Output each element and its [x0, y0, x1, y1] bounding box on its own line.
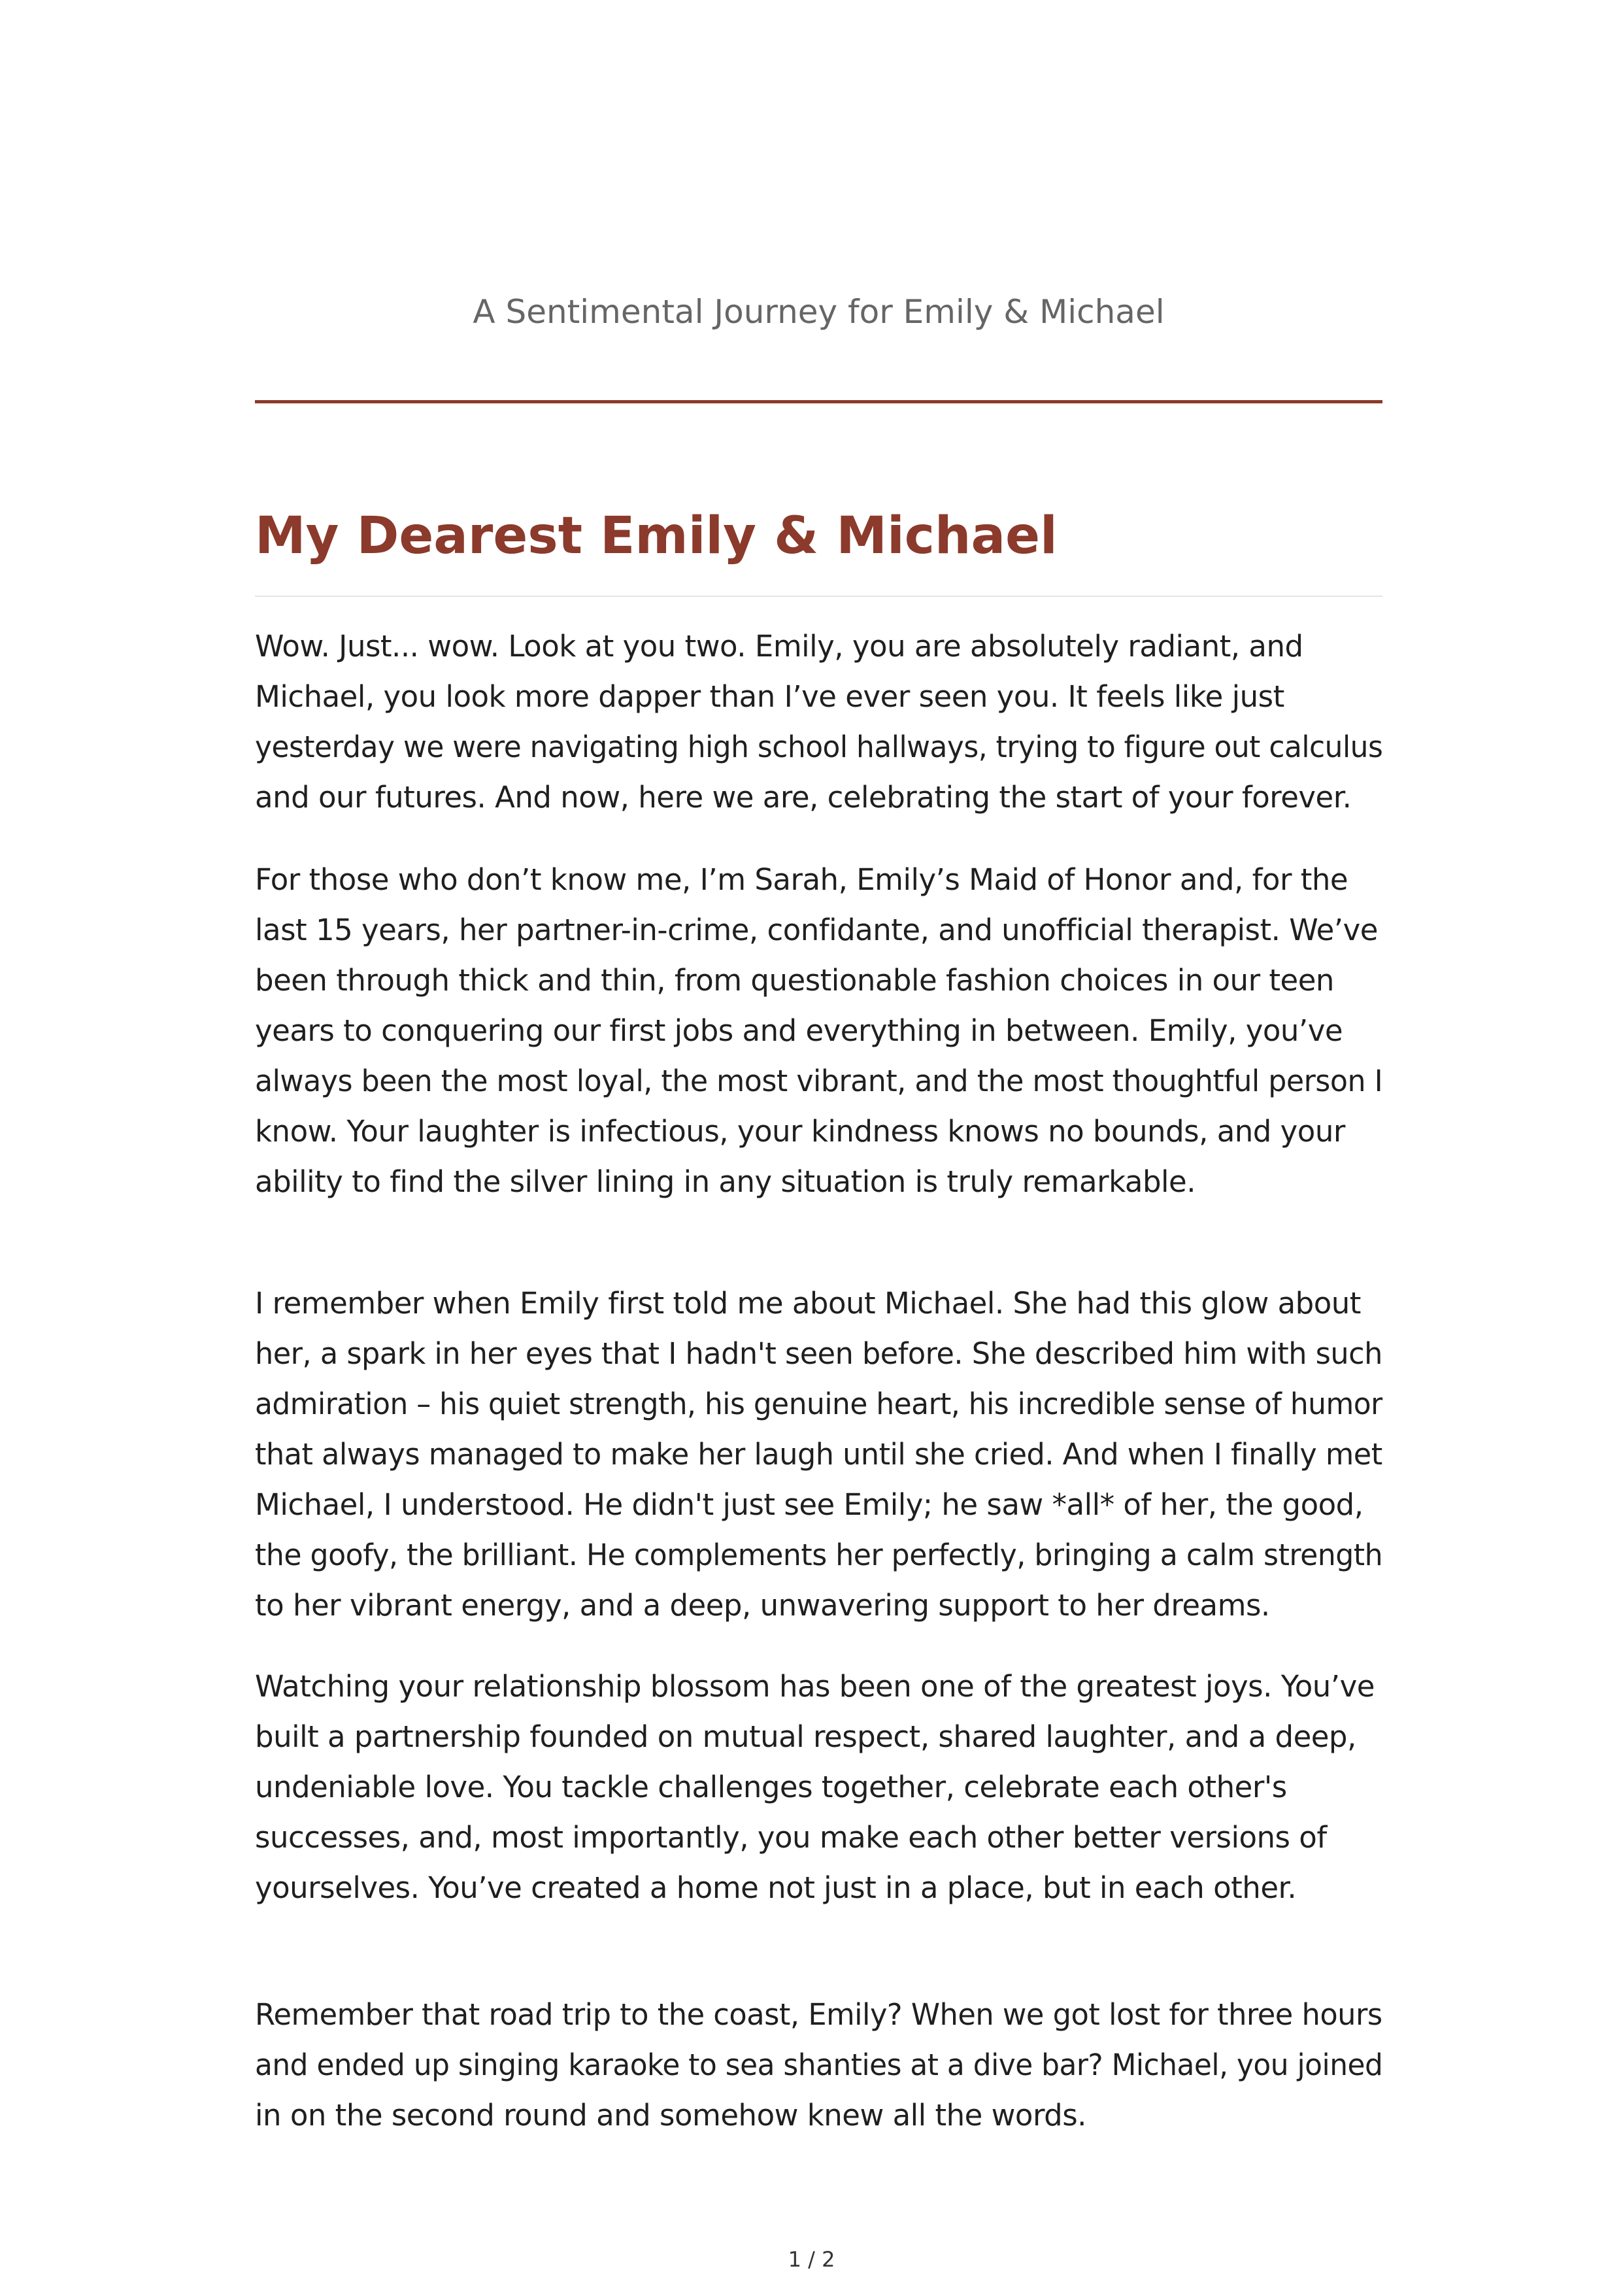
text-line: I remember when Emily first told me about Michael. She had this glow about	[255, 1286, 1361, 1321]
text-line: Watching your relationship blossom has been one of the greatest joys. You’ve	[255, 1669, 1375, 1704]
paragraph-opening	[255, 621, 1382, 822]
paragraph-road-trip	[255, 1989, 1382, 2140]
text-line: undeniable love. You tackle challenges together, celebrate each other's	[255, 1770, 1287, 1804]
text-line: built a partnership founded on mutual respect, shared laughter, and a deep,	[255, 1719, 1356, 1754]
text-line: always been the most loyal, the most vibrant, and the most thoughtful person I	[255, 1064, 1383, 1098]
text-line: ability to find the silver lining in any situation is truly remarkable.	[255, 1164, 1196, 1199]
paragraph-meeting-michael	[255, 1278, 1382, 1630]
text-line: been through thick and thin, from questionable fashion choices in our teen	[255, 963, 1334, 998]
text-line: yourselves. You’ve created a home not just in a place, but in each other.	[255, 1870, 1297, 1905]
text-line: her, a spark in her eyes that I hadn't seen before. She described him with such	[255, 1336, 1382, 1371]
text-line: Remember that road trip to the coast, Emily? When we got lost for three hours	[255, 1997, 1382, 2032]
text-line: that always managed to make her laugh until she cried. And when I finally met	[255, 1437, 1382, 1472]
text-line: the goofy, the brilliant. He complements her perfectly, bringing a calm strength	[255, 1538, 1383, 1572]
running-head: A Sentimental Journey for Emily & Michael	[473, 293, 1165, 331]
text-line: For those who don’t know me, I’m Sarah, Emily’s Maid of Honor and, for the	[255, 862, 1348, 897]
text-line: and our futures. And now, here we are, celebrating the start of your forever.	[255, 780, 1352, 815]
letter-title: My Dearest Emily & Michael	[255, 507, 1058, 566]
text-line: Wow. Just... wow. Look at you two. Emily, you are absolutely radiant, and	[255, 629, 1303, 664]
header-divider	[255, 400, 1382, 403]
paragraph-introduction	[255, 854, 1382, 1207]
title-divider	[255, 596, 1382, 597]
text-line: and ended up singing karaoke to sea shanties at a dive bar? Michael, you joined	[255, 2048, 1383, 2082]
text-line: Michael, I understood. He didn't just see Emily; he saw *all* of her, the good,	[255, 1487, 1364, 1522]
text-line: know. Your laughter is infectious, your kindness knows no bounds, and your	[255, 1114, 1345, 1149]
text-line: yesterday we were navigating high school hallways, trying to figure out calculus	[255, 730, 1383, 764]
text-line: years to conquering our first jobs and everything in between. Emily, you’ve	[255, 1013, 1343, 1048]
text-line: to her vibrant energy, and a deep, unwavering support to her dreams.	[255, 1588, 1270, 1623]
text-line: last 15 years, her partner-in-crime, confidante, and unofficial therapist. We’ve	[255, 913, 1378, 947]
text-line: Michael, you look more dapper than I’ve ever seen you. It feels like just	[255, 679, 1284, 714]
text-line: admiration – his quiet strength, his genuine heart, his incredible sense of humor	[255, 1387, 1382, 1421]
paragraph-relationship	[255, 1661, 1382, 1913]
text-line: in on the second round and somehow knew all the words.	[255, 2098, 1086, 2133]
page-number: 1 / 2	[788, 2247, 835, 2272]
text-line: successes, and, most importantly, you make each other better versions of	[255, 1820, 1327, 1855]
